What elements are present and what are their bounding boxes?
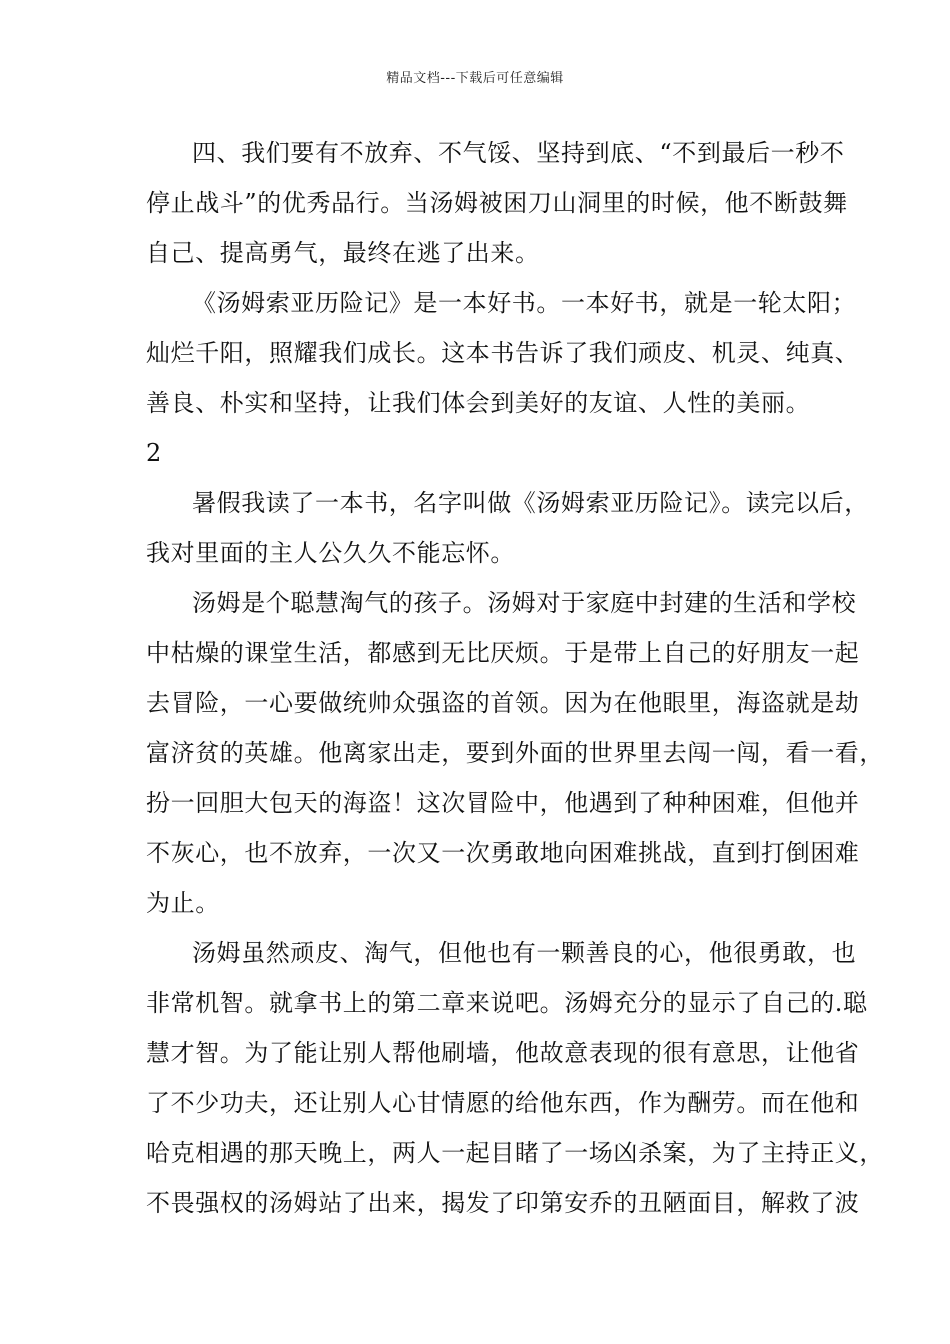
text-line: 灿烂千阳，照耀我们成长。这本书告诉了我们顽皮、机灵、纯真、 xyxy=(146,339,860,367)
text-line: 了不少功夫，还让别人心甘情愿的给他东西，作为酬劳。而在他和 xyxy=(146,1089,860,1117)
text-line: 我对里面的主人公久久不能忘怀。 xyxy=(146,539,515,567)
text-line: 汤姆虽然顽皮、淘气，但他也有一颗善良的心，他很勇敢，也 xyxy=(192,939,857,967)
text-line: 非常机智。就拿书上的第二章来说吧。汤姆充分的显示了自己的.聪 xyxy=(146,989,868,1017)
text-line: 停止战斗”的优秀品行。当汤姆被困刀山洞里的时候，他不断鼓舞 xyxy=(146,189,848,217)
text-line: 中枯燥的课堂生活，都感到无比厌烦。于是带上自己的好朋友一起 xyxy=(146,639,860,667)
text-line: 四、我们要有不放弃、不气馁、坚持到底、“不到最后一秒不 xyxy=(192,139,845,167)
text-line: 慧才智。为了能让别人帮他刷墙，他故意表现的很有意思，让他省 xyxy=(146,1039,860,1067)
section-number: 2 xyxy=(146,439,162,467)
text-line: 汤姆是个聪慧淘气的孩子。汤姆对于家庭中封建的生活和学校 xyxy=(192,589,857,617)
text-line: 富济贫的英雄。他离家出走，要到外面的世界里去闯一闯，看一看， xyxy=(146,739,884,767)
page-header: 精品文档---下载后可任意编辑 xyxy=(386,71,564,86)
text-line: 扮一回胆大包天的海盗！这次冒险中，他遇到了种种困难，但他并 xyxy=(146,789,860,817)
text-line: 不灰心，也不放弃，一次又一次勇敢地向困难挑战，直到打倒困难 xyxy=(146,839,860,867)
text-line: 暑假我读了一本书，名字叫做《汤姆索亚历险记》。读完以后， xyxy=(192,489,869,517)
text-line: 哈克相遇的那天晚上，两人一起目睹了一场凶杀案，为了主持正义， xyxy=(146,1139,884,1167)
text-line: 去冒险，一心要做统帅众强盗的首领。因为在他眼里，海盗就是劫 xyxy=(146,689,860,717)
text-line: 不畏强权的汤姆站了出来，揭发了印第安乔的丑陋面目，解救了波 xyxy=(146,1189,860,1217)
text-line: 善良、朴实和坚持，让我们体会到美好的友谊、人性的美丽。 xyxy=(146,389,811,417)
text-line: 《汤姆索亚历险记》是一本好书。一本好书，就是一轮太阳； xyxy=(192,289,857,317)
text-line: 自己、提高勇气，最终在逃了出来。 xyxy=(146,239,540,267)
document-body xyxy=(146,130,884,1230)
text-line: 为止。 xyxy=(146,889,220,917)
